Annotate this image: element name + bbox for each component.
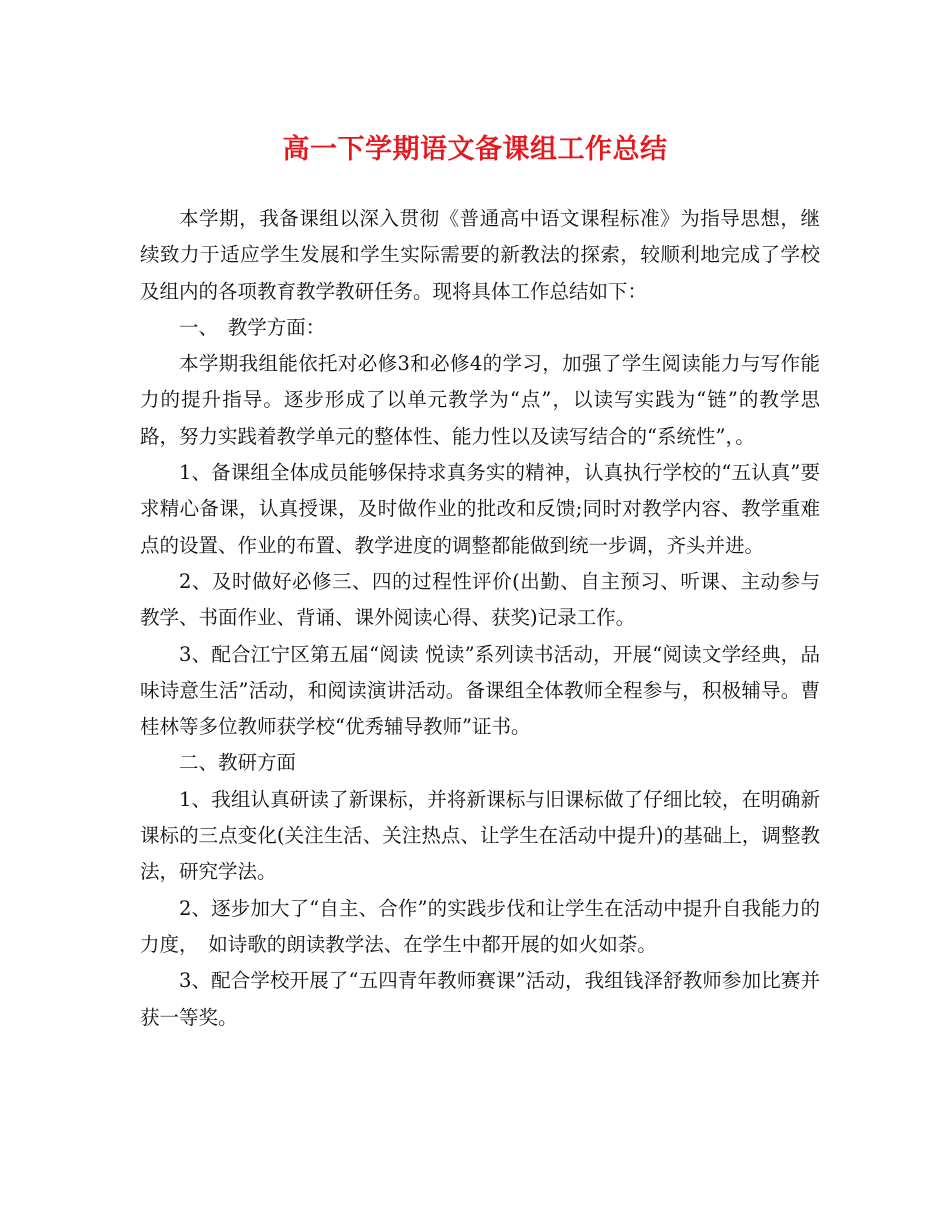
paragraph-teaching-overview: 本学期我组能依托对必修3和必修4的学习，加强了学生阅读能力与写作能力的提升指导。逐步形成了以单元教学为“点”，以读写实践为“链”的教学思路，努力实践着教学单元的整体性、能力性以及读写结合的“系统性”，。 [140, 352, 820, 448]
paragraph-intro: 本学期，我备课组以深入贯彻《普通高中语文课程标准》为指导思想，继续致力于适应学生发展和学生实际需要的新教法的探索，较顺利地完成了学校及组内的各项教育教学教研任务。现将具体工作总结如下： [140, 207, 820, 303]
paragraph-teaching-item-2: 2、及时做好必修三、四的过程性评价(出勤、自主预习、听课、主动参与教学、书面作业、背诵、课外阅读心得、获奖)记录工作。 [140, 569, 820, 630]
paragraph-research-item-2: 2、逐步加大了“自主、合作”的实践步伐和让学生在活动中提升自我能力的力度， 如诗歌的朗读教学法、在学生中都开展的如火如荼。 [140, 896, 820, 956]
section-heading-research: 二、教研方面 [179, 751, 297, 775]
document-title: 高一下学期语文备课组工作总结 [282, 134, 668, 165]
paragraph-teaching-item-3: 3、配合江宁区第五届“阅读 悦读”系列读书活动，开展“阅读文学经典，品味诗意生活”活动，和阅读演讲活动。备课组全体教师全程参与，积极辅导。曹桂林等多位教师获学校“优秀辅导教师”证书。 [140, 642, 820, 739]
paragraph-research-item-3: 3、配合学校开展了“五四青年教师赛课”活动，我组钱泽舒教师参加比赛并获一等奖。 [140, 969, 820, 1029]
document-body [140, 201, 820, 1036]
paragraph-research-item-1: 1、我组认真研读了新课标，并将新课标与旧课标做了仔细比较，在明确新课标的三点变化(关注生活、关注热点、让学生在活动中提升)的基础上，调整教法，研究学法。 [140, 787, 820, 884]
section-heading-teaching: 一、 教学方面： [179, 315, 326, 339]
paragraph-teaching-item-1: 1、备课组全体成员能够保持求真务实的精神，认真执行学校的“五认真”要求精心备课，认真授课，及时做作业的批改和反馈;同时对教学内容、教学重难点的设置、作业的布置、教学进度的调整都能做到统一步调，齐头并进。 [140, 461, 820, 557]
